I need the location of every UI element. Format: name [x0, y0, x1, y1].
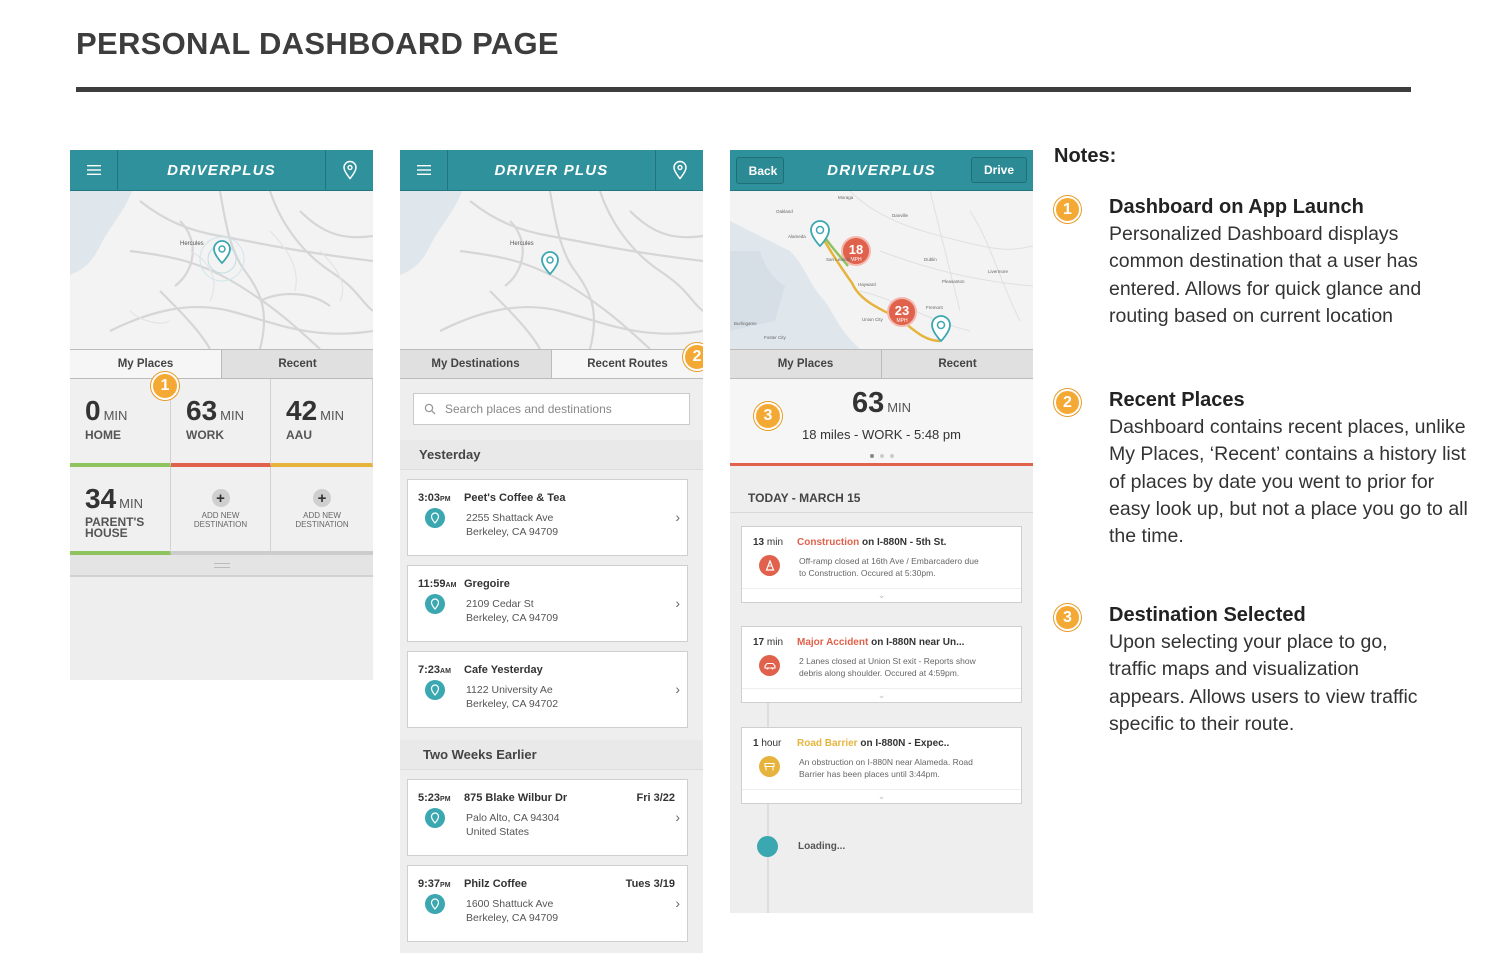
map-place-label: Dublin [924, 257, 937, 262]
note-badge: 3 [1054, 604, 1081, 631]
speed-marker [888, 298, 916, 326]
map-place-label: Hercules [180, 241, 204, 247]
add-destination-button[interactable] [271, 467, 373, 555]
chevron-right-icon: › [675, 809, 680, 825]
place-name: Cafe Yesterday [464, 664, 543, 676]
hamburger-icon [417, 164, 431, 176]
map-place-label: Moraga [838, 195, 854, 200]
location-pin-icon [672, 160, 688, 180]
page-indicator [730, 449, 1033, 463]
search-input[interactable] [413, 393, 690, 425]
map-view[interactable] [70, 191, 373, 349]
place-tabs [730, 349, 1033, 379]
hamburger-icon [87, 164, 101, 176]
map-view[interactable] [400, 191, 703, 349]
travel-time-unit: MIN [320, 408, 344, 423]
route-details: 18 miles - WORK - 5:48 pm [802, 427, 961, 442]
chevron-right-icon: › [675, 595, 680, 611]
place-address: 1122 University Ae Berkeley, CA 94702 [466, 684, 559, 710]
map-place-label: Hayward [858, 282, 876, 287]
place-address: 2255 Shattack Ave Berkeley, CA 94709 [466, 512, 559, 538]
map-place-label: Union City [862, 317, 883, 322]
page-title: PERSONAL DASHBOARD PAGE [76, 26, 559, 61]
location-pin-icon [342, 160, 358, 180]
plus-icon: + [313, 489, 331, 507]
note-heading: Destination Selected [1109, 604, 1306, 626]
places-grid [70, 379, 373, 555]
visit-time: 7:23AM [418, 664, 451, 676]
location-button[interactable] [325, 150, 373, 191]
map-place-label: Oakland [776, 209, 793, 214]
traffic-incident-card[interactable] [741, 727, 1022, 804]
chevron-right-icon: › [675, 509, 680, 525]
place-label: PARENT'S HOUSE [85, 515, 145, 540]
visit-time: 3:03PM [418, 492, 451, 504]
svg-text:18: 18 [848, 242, 864, 257]
note-badge: 1 [1054, 196, 1081, 223]
recent-routes-phone-screen [400, 150, 703, 953]
location-pin-icon [425, 894, 445, 914]
annotation-badge-1: 1 [151, 372, 179, 400]
map-place-label: Pleasanton [942, 279, 965, 284]
dashboard-phone-screen [70, 150, 373, 680]
note-item-3 [1054, 602, 1474, 738]
incident-description: Off-ramp closed at 16th Ave / Embarcadero due to Construction. Occured at 5:30pm. [799, 556, 979, 578]
map-place-label: Burlingame [734, 321, 757, 326]
place-tabs [70, 349, 373, 379]
menu-button[interactable] [400, 150, 448, 191]
incident-description: 2 Lanes closed at Union St exit - Reports show debris along shoulder. Occured at 4:59pm. [799, 656, 976, 678]
note-item-1 [1054, 194, 1474, 330]
incident-description: An obstruction on I-880N near Alameda. Road Barrier has been places until 3:44pm. [799, 757, 973, 779]
annotation-badge-3: 3 [754, 402, 782, 430]
incident-title: Road Barrier on I-880N - Expec.. [797, 738, 950, 749]
map-place-label: San Leandro [826, 257, 852, 262]
place-address: 1600 Shattuck Ave Berkeley, CA 94709 [466, 898, 559, 924]
search-placeholder: Search places and destinations [445, 402, 612, 416]
destination-phone-screen [730, 150, 1033, 913]
tab-recent-routes[interactable]: Recent Routes [551, 350, 703, 378]
travel-time-unit: MIN [119, 496, 143, 511]
tab-recent[interactable]: Recent [221, 350, 373, 378]
place-label: HOME [85, 428, 121, 442]
recent-place-item[interactable] [407, 479, 688, 556]
note-badge: 2 [1054, 389, 1081, 416]
chevron-down-icon[interactable]: ⌄ [742, 588, 1021, 602]
route-tabs [400, 349, 703, 379]
app-header [400, 150, 703, 191]
location-pin-icon [425, 594, 445, 614]
loading-indicator [757, 836, 778, 857]
annotation-badge-2: 2 [683, 343, 703, 371]
add-destination-label: ADD NEW DESTINATION [295, 511, 349, 529]
location-button[interactable] [655, 150, 703, 191]
incident-delay: 17 min [753, 637, 784, 648]
recent-place-item[interactable] [407, 565, 688, 642]
chevron-down-icon[interactable]: ⌄ [742, 688, 1021, 702]
travel-time-value: 34 [85, 483, 117, 514]
recent-place-item[interactable] [407, 779, 688, 856]
incident-title: Major Accident on I-880N near Un... [797, 637, 965, 648]
map-place-label: Danville [892, 213, 909, 218]
place-tile-parents-house[interactable] [70, 467, 171, 555]
note-heading: Dashboard on App Launch [1109, 196, 1364, 218]
chevron-right-icon: › [675, 681, 680, 697]
place-name: Philz Coffee [464, 878, 527, 890]
chevron-down-icon[interactable]: ⌄ [742, 789, 1021, 803]
note-item-2 [1054, 387, 1474, 550]
incident-delay: 13 min [753, 537, 784, 548]
traffic-incident-card[interactable] [741, 626, 1022, 703]
svg-text:MPH: MPH [850, 257, 862, 263]
chevron-right-icon: › [675, 895, 680, 911]
section-header-yesterday: Yesterday [400, 440, 703, 470]
menu-button[interactable] [70, 150, 118, 191]
place-name: Gregoire [464, 578, 510, 590]
recent-place-item[interactable] [407, 865, 688, 942]
note-body: Upon selecting your place to go, traffic maps and visualization appears. Allows users to view traffic specific to their route. [1109, 631, 1418, 735]
tab-my-places[interactable]: My Places [730, 350, 881, 378]
visit-date: Tues 3/19 [625, 878, 675, 890]
note-heading: Recent Places [1109, 389, 1245, 411]
app-brand-logo: DRIVER PLUS [494, 161, 609, 179]
tab-my-destinations[interactable]: My Destinations [400, 350, 551, 378]
visit-time: 11:59AM [418, 578, 457, 590]
place-address: Palo Alto, CA 94304 United States [466, 812, 560, 838]
route-eta: 63 MIN [851, 387, 912, 419]
note-body: Dashboard contains recent places, unlike My Places, ‘Recent’ contains a history list of places by date you went to prior for easy look up, but not a place you go to all the time. [1109, 416, 1468, 548]
loading-label: Loading... [798, 841, 846, 852]
app-header [730, 150, 1033, 191]
road-barrier-icon [759, 756, 780, 777]
place-address: 2109 Cedar St Berkeley, CA 94709 [466, 598, 559, 624]
place-tile-work[interactable] [171, 379, 271, 467]
location-pin-icon [425, 680, 445, 700]
map-place-label: Livermore [988, 269, 1009, 274]
add-destination-label: ADD NEW DESTINATION [193, 511, 248, 529]
location-pin-icon [425, 808, 445, 828]
traffic-map[interactable] [730, 191, 1033, 349]
street-map [400, 191, 703, 349]
traffic-map-graphic [730, 191, 1033, 349]
place-label: AAU [286, 428, 312, 442]
map-place-label: Hercules [510, 241, 534, 247]
incident-delay: 1 hour [753, 738, 782, 749]
title-divider [76, 87, 1411, 92]
traffic-status-bar [730, 463, 1033, 466]
add-destination-button[interactable] [171, 467, 271, 555]
note-body: Personalized Dashboard displays common destination that a user has entered. Allows for quick glance and routing based on current location [1109, 223, 1422, 327]
timeline-date-header: TODAY - MARCH 15 [730, 483, 1033, 513]
svg-text:MPH: MPH [896, 318, 908, 324]
construction-icon [759, 555, 780, 576]
notes-title: Notes: [1054, 145, 1117, 167]
travel-time-unit: MIN [220, 408, 244, 423]
search-icon [424, 403, 436, 415]
place-tile-aau[interactable] [271, 379, 373, 467]
app-brand-logo: DRIVERPLUS [827, 161, 936, 179]
map-place-label: Alameda [788, 234, 806, 239]
car-accident-icon [759, 655, 780, 676]
travel-time-value: 0 [85, 395, 101, 426]
visit-date: Fri 3/22 [636, 792, 675, 804]
app-header [70, 150, 373, 191]
plus-icon: + [212, 489, 230, 507]
location-pin-icon [425, 508, 445, 528]
tab-recent[interactable]: Recent [881, 350, 1033, 378]
map-place-label: Fremont [926, 305, 943, 310]
traffic-incident-card[interactable] [741, 526, 1022, 603]
street-map [70, 191, 373, 349]
grip-icon [214, 563, 230, 568]
drawer-handle[interactable] [70, 555, 373, 577]
recent-place-item[interactable] [407, 651, 688, 728]
travel-time-value: 42 [286, 395, 318, 426]
map-place-label: Foster City [764, 335, 786, 340]
travel-time-value: 63 [186, 395, 218, 426]
place-name: Peet's Coffee & Tea [464, 492, 566, 504]
tab-my-places[interactable]: My Places [70, 350, 221, 378]
visit-time: 5:23PM [418, 792, 451, 804]
drive-button[interactable]: Drive [971, 157, 1027, 183]
section-header-two-weeks-earlier: Two Weeks Earlier [400, 740, 703, 770]
visit-time: 9:37PM [418, 878, 451, 890]
incident-title: Construction on I-880N - 5th St. [797, 537, 947, 548]
place-label: WORK [186, 428, 224, 442]
back-button[interactable]: Back [736, 157, 784, 184]
travel-time-unit: MIN [103, 408, 128, 423]
app-brand-logo: DRIVERPLUS [167, 161, 276, 179]
svg-text:23: 23 [894, 303, 910, 318]
place-name: 875 Blake Wilbur Dr [464, 792, 568, 804]
